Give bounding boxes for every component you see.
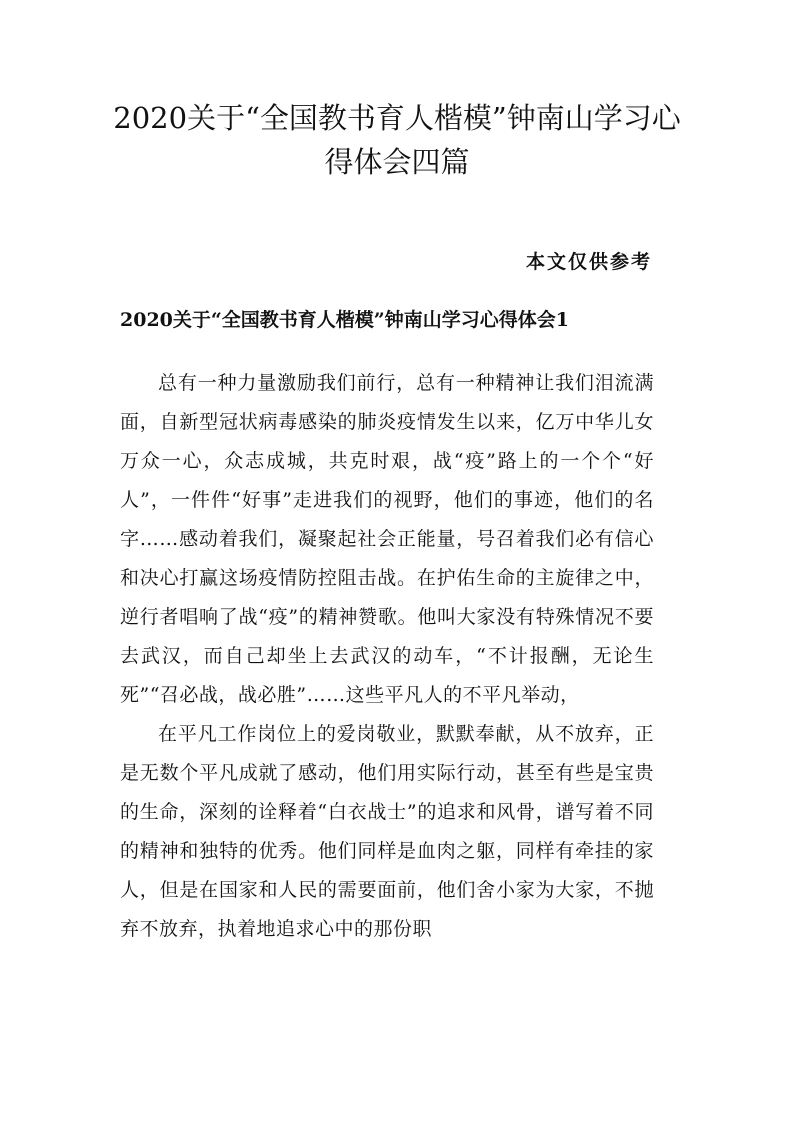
document-title: 2020关于“全国教书育人楷模”钟南山学习心得体会四篇: [113, 101, 681, 179]
reference-note: 本文仅供参考: [525, 251, 652, 273]
section-heading: 2020关于“全国教书育人楷模”钟南山学习心得体会1: [120, 309, 569, 331]
paragraph: 在平凡工作岗位上的爱岗敬业，默默奉献，从不放弃，正是无数个平凡成就了感动，他们用实际行动，甚至有些是宝贵的生命，深刻的诠释着“白衣战士”的追求和风骨，谱写着不同的精神和独特的优秀。他们同样是血肉之躯，同样有牵挂的家人，但是在国家和人民的需要面前，他们舍小家为大家，不抛弃不放弃，执着地追求心中的那份职: [120, 723, 654, 940]
paragraph: 总有一种力量激励我们前行，总有一种精神让我们泪流满面，自新型冠状病毒感染的肺炎疫情发生以来，亿万中华儿女万众一心，众志成城，共克时艰，战“疫”路上的一个个“好人”，一件件“好事”走进我们的视野，他们的事迹，他们的名字……感动着我们，凝聚起社会正能量，号召着我们必有信心和决心打赢这场疫情防控阻击战。在护佑生命的主旋律之中，逆行者唱响了战“疫”的精神赞歌。他叫大家没有特殊情况不要去武汉，而自己却坐上去武汉的动车，“不计报酬，无论生死”“召必战，战必胜”……这些平凡人的不平凡举动，: [120, 372, 654, 706]
document-body: [120, 364, 654, 949]
